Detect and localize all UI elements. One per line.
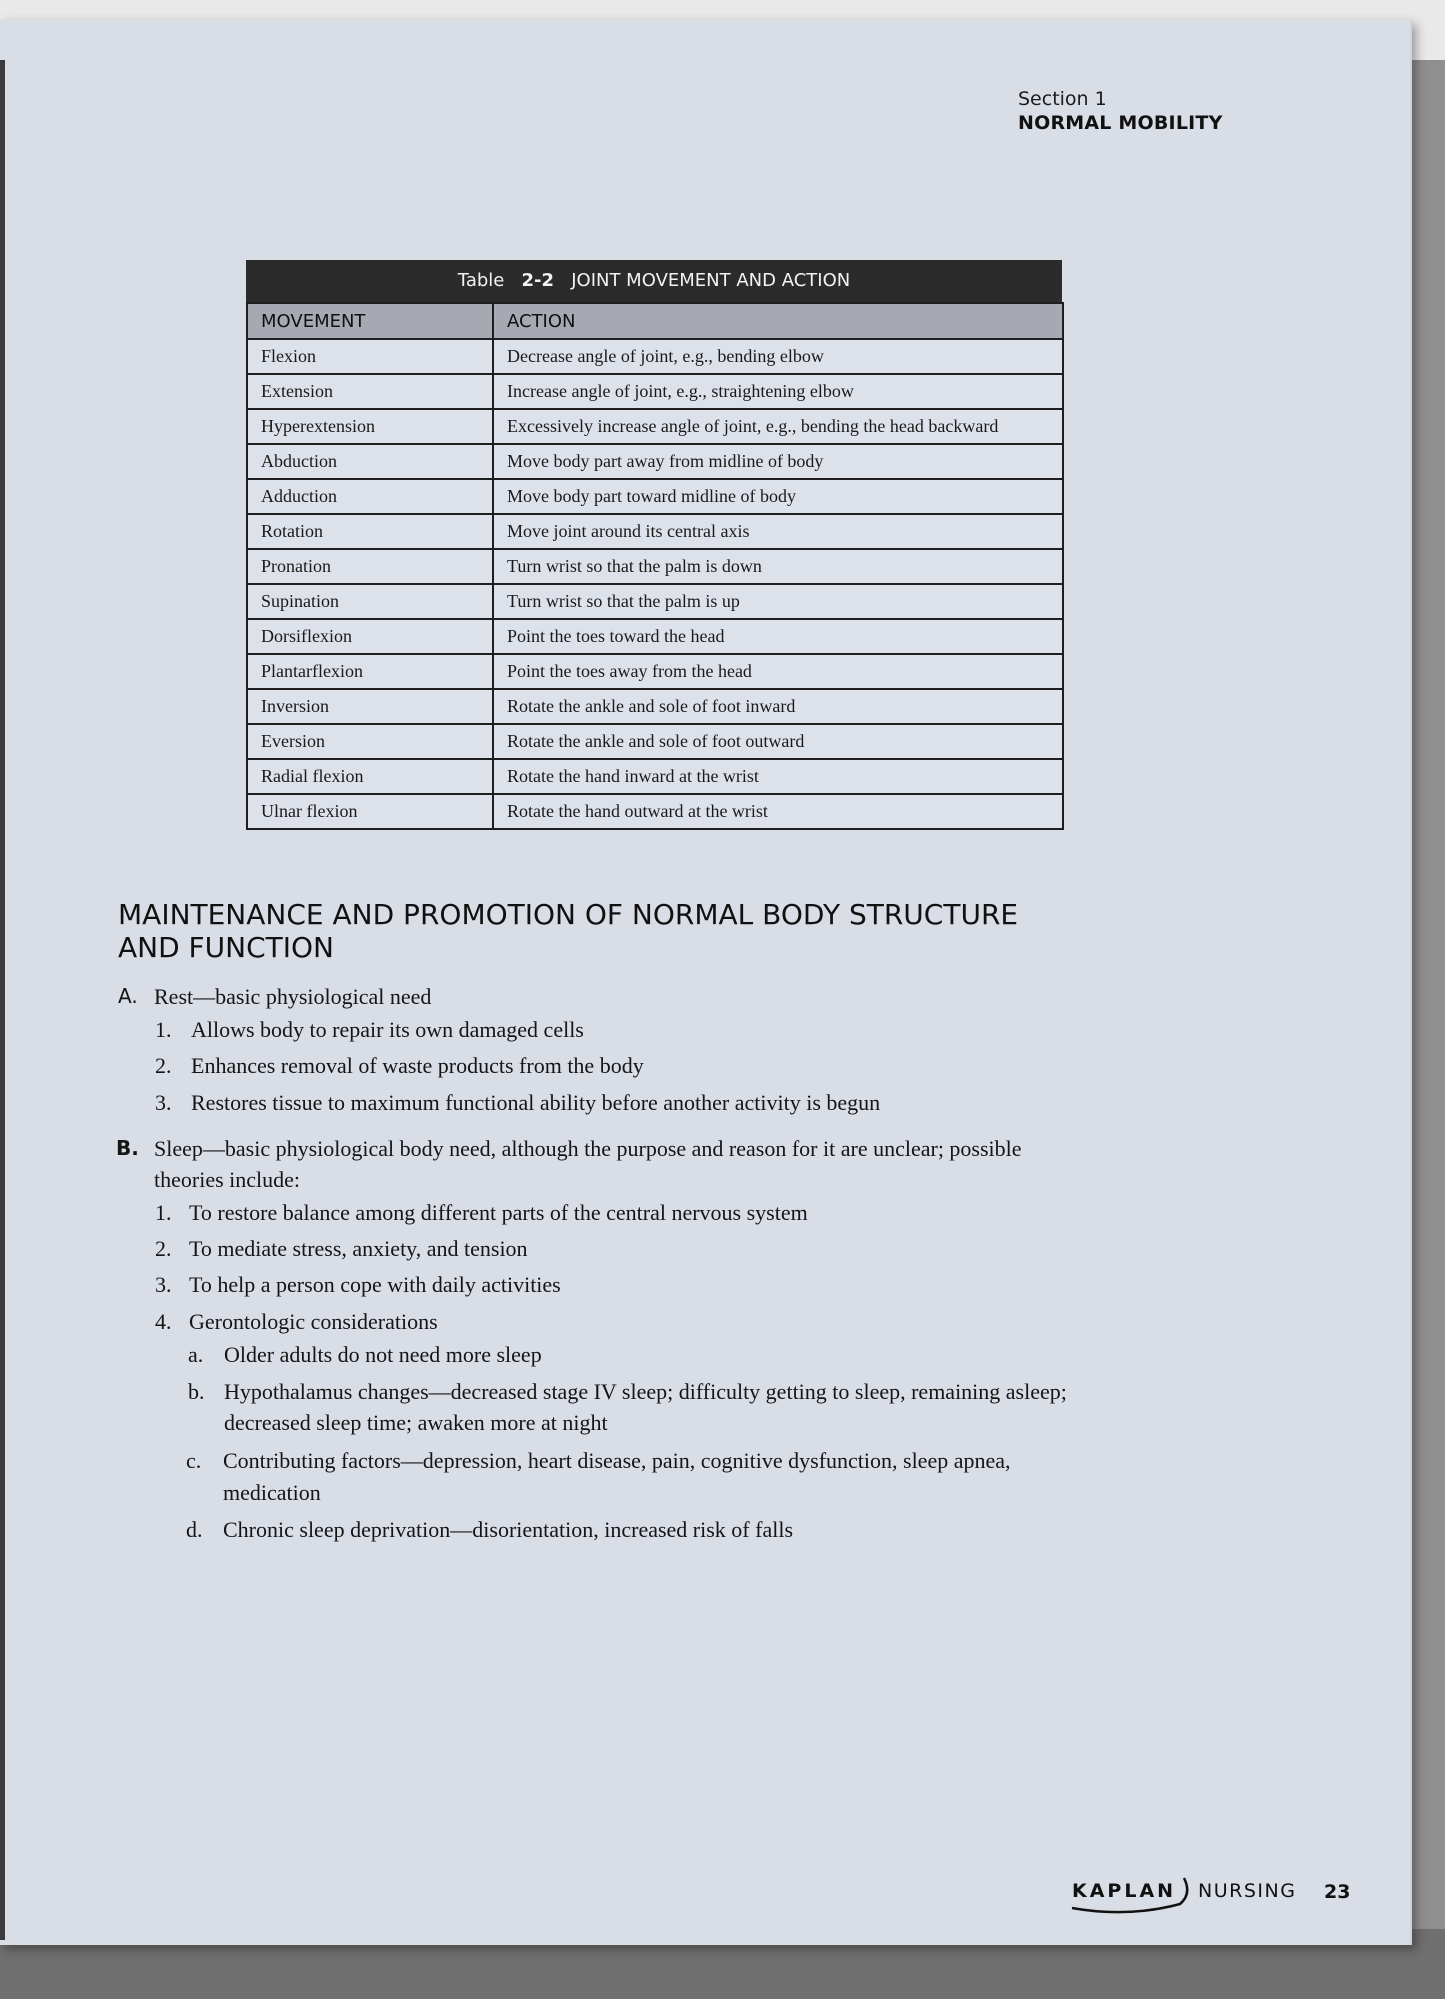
- table-cell-movement: Hyperextension: [247, 409, 493, 444]
- item-b4-marker: 4.: [155, 1309, 172, 1334]
- sub-item-a-marker: a.: [188, 1342, 204, 1367]
- section-title: NORMAL MOBILITY: [1018, 112, 1223, 134]
- table-row: [247, 759, 1063, 794]
- sub-item-b-text-line-2: decreased sleep time; awaken more at night: [224, 1410, 608, 1435]
- column-header-action: ACTION: [493, 303, 1063, 339]
- table-cell-movement: Supination: [247, 584, 493, 619]
- item-b3-text: To help a person cope with daily activities: [189, 1272, 561, 1297]
- table-row: [247, 514, 1063, 549]
- table-cell-movement: Ulnar flexion: [247, 794, 493, 829]
- sub-item-c-text-line-2: medication: [223, 1480, 321, 1505]
- table-cell-action: Rotate the ankle and sole of foot inward: [493, 689, 1063, 724]
- book-page: [0, 20, 1412, 1945]
- item-a2-text: Enhances removal of waste products from the body: [191, 1053, 644, 1078]
- table-cell-action: Turn wrist so that the palm is down: [493, 549, 1063, 584]
- table-cell-action: Rotate the ankle and sole of foot outward: [493, 724, 1063, 759]
- table-row: [247, 549, 1063, 584]
- outline-marker-a: A.: [118, 984, 138, 1008]
- table-cell-action: Rotate the hand outward at the wrist: [493, 794, 1063, 829]
- table-cell-movement: Adduction: [247, 479, 493, 514]
- table-cell-movement: Extension: [247, 374, 493, 409]
- table-row: [247, 374, 1063, 409]
- table-cell-movement: Dorsiflexion: [247, 619, 493, 654]
- sub-item-c-text-line-1: Contributing factors—depression, heart disease, pain, cognitive dysfunction, sleep apnea,: [223, 1448, 1011, 1473]
- footer-brand-suffix: NURSING: [1198, 1880, 1297, 1902]
- table-caption-prefix: Table: [457, 270, 505, 291]
- table-header-row: [247, 303, 1063, 339]
- table-cell-action: Point the toes away from the head: [493, 654, 1063, 689]
- sub-item-b-marker: b.: [188, 1379, 205, 1404]
- table-row: [247, 479, 1063, 514]
- column-header-movement: MOVEMENT: [247, 303, 493, 339]
- item-b1-text: To restore balance among different parts of the central nervous system: [189, 1200, 808, 1225]
- table-caption-number: 2-2: [521, 270, 555, 291]
- item-a3-text: Restores tissue to maximum functional ability before another activity is begun: [191, 1090, 881, 1115]
- item-b4-text: Gerontologic considerations: [189, 1309, 438, 1334]
- sub-item-a-text: Older adults do not need more sleep: [224, 1342, 542, 1367]
- table-row: [247, 619, 1063, 654]
- section-label: Section 1: [1018, 88, 1107, 110]
- table-cell-action: Move body part toward midline of body: [493, 479, 1063, 514]
- item-a3-marker: 3.: [155, 1090, 172, 1115]
- table-cell-movement: Radial flexion: [247, 759, 493, 794]
- table-cell-movement: Abduction: [247, 444, 493, 479]
- table-cell-movement: Flexion: [247, 339, 493, 374]
- table-cell-action: Move joint around its central axis: [493, 514, 1063, 549]
- table-row: [247, 689, 1063, 724]
- table-cell-action: Rotate the hand inward at the wrist: [493, 759, 1063, 794]
- item-b2-marker: 2.: [155, 1236, 172, 1261]
- table-grid: [246, 302, 1064, 830]
- table-cell-action: Turn wrist so that the palm is up: [493, 584, 1063, 619]
- sub-item-b-text-line-1: Hypothalamus changes—decreased stage IV sleep; difficulty getting to sleep, remaining asleep;: [224, 1379, 1067, 1404]
- sub-item-d-text: Chronic sleep deprivation—disorientation, increased risk of falls: [223, 1517, 794, 1542]
- item-a1-text: Allows body to repair its own damaged cells: [191, 1017, 584, 1042]
- table-cell-movement: Plantarflexion: [247, 654, 493, 689]
- page-number: 23: [1324, 1881, 1351, 1903]
- item-b2-text: To mediate stress, anxiety, and tension: [189, 1236, 528, 1261]
- table-cell-movement: Rotation: [247, 514, 493, 549]
- table-caption: [246, 260, 1062, 302]
- section-heading-line-2: AND FUNCTION: [118, 931, 335, 964]
- table-cell-movement: Eversion: [247, 724, 493, 759]
- section-heading-line-1: MAINTENANCE AND PROMOTION OF NORMAL BODY STRUCTURE: [118, 898, 1019, 931]
- table-row: [247, 409, 1063, 444]
- table-cell-action: Increase angle of joint, e.g., straightening elbow: [493, 374, 1063, 409]
- table-cell-movement: Pronation: [247, 549, 493, 584]
- table-cell-action: Excessively increase angle of joint, e.g., bending the head backward: [493, 409, 1063, 444]
- footer-brand: KAPLAN: [1072, 1880, 1177, 1902]
- table-row: [247, 584, 1063, 619]
- table-cell-movement: Inversion: [247, 689, 493, 724]
- outline-a-text: Rest—basic physiological need: [154, 984, 432, 1009]
- outline-marker-b: B.: [116, 1136, 139, 1160]
- table-cell-action: Move body part away from midline of body: [493, 444, 1063, 479]
- table-row: [247, 654, 1063, 689]
- table-caption-title: JOINT MOVEMENT AND ACTION: [571, 270, 851, 291]
- outline-b-text-line-2: theories include:: [154, 1167, 301, 1192]
- table-row: [247, 794, 1063, 829]
- outline-b-text-line-1: Sleep—basic physiological body need, although the purpose and reason for it are unclear; possible: [154, 1136, 1022, 1161]
- table-row: [247, 339, 1063, 374]
- item-b1-marker: 1.: [155, 1200, 172, 1225]
- sub-item-d-marker: d.: [186, 1517, 203, 1542]
- joint-movement-table: [246, 260, 1062, 830]
- item-a2-marker: 2.: [155, 1053, 172, 1078]
- section-heading: [118, 898, 1118, 964]
- table-row: [247, 444, 1063, 479]
- item-a1-marker: 1.: [155, 1017, 172, 1042]
- table-cell-action: Point the toes toward the head: [493, 619, 1063, 654]
- sub-item-c-marker: c.: [186, 1448, 202, 1473]
- item-b3-marker: 3.: [155, 1272, 172, 1297]
- page-binding-edge: [0, 60, 5, 1940]
- table-row: [247, 724, 1063, 759]
- table-cell-action: Decrease angle of joint, e.g., bending elbow: [493, 339, 1063, 374]
